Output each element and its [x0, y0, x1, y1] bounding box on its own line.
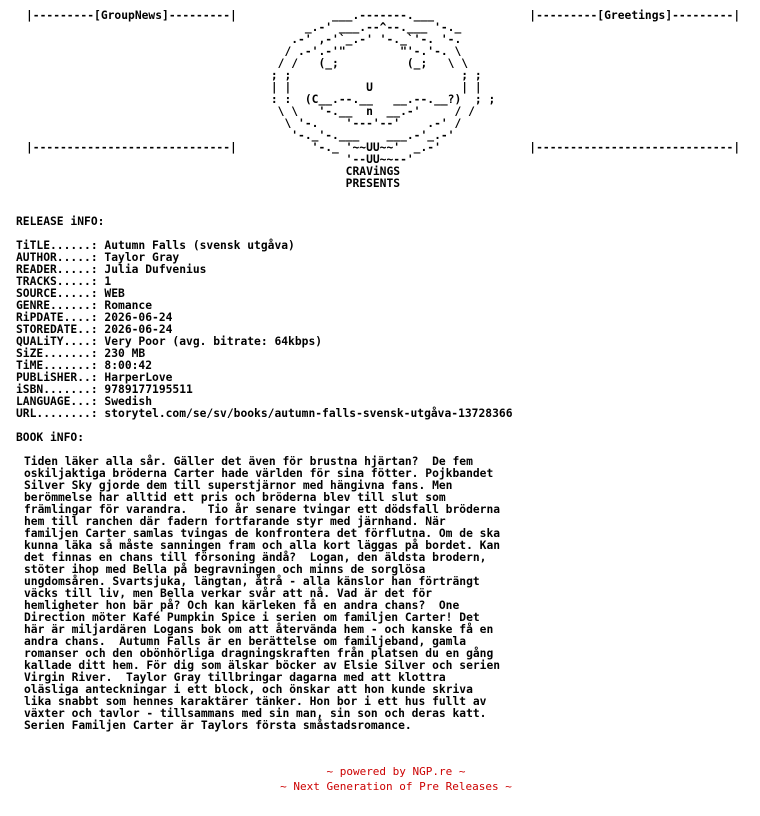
footer-tagline: ~ Next Generation of Pre Releases ~	[280, 780, 512, 793]
release-info-block: RELEASE iNFO: TiTLE......: Autumn Falls (svensk utgåva) AUTHOR.....: Taylor Gray READER.....: Julia Dufvenius TRACKS.....: 1 SOURCE.....: WEB GENRE......: Romance RiPDATE....: 2026-06-24 STOREDATE..: 2026-06-24 QUALiTY....: Very Poor (avg. bitrate: 64kbps) SiZE.......: 230 MB TiME.......: 8:00:42 PUBLiSHER..: HarperLove iSBN.......: 9789177195511 LANGUAGE...: Swedish URL........: storytel.com/se/sv/books/autumn-falls-svensk-utgåva-13728366	[16, 215, 513, 420]
header-ascii-art: |---------[GroupNews]---------| ___.-------.___ |---------[Greetings]---------| _.-' ___.--^--.___ '-._ .-' ,-'`_.-' '-._`'-. '-. / .-'.-'" "'-.'-. \ / / (_; (_; \ \ ; ; ; ; | | U | | : : (C__.--.__ __.--.__?) ; ; \ \ '-.__ n __.-' / / \ '-. '---'--' .-' / '-._'-.___ ___.-'_.-' |-----------------------------| '-._ '~~UU~~' _.-' |-----------------------------| '--UU~~--' CRAViNGS PRESENTS	[26, 9, 741, 190]
book-info-text: Tiden läker alla sår. Gäller det även för brustna hjärtan? De fem oskiljaktiga bröderna Carter hade världen för sina fötter. Pojkbandet Silver Sky gjorde dem till superstjärnor med hängivna fans. Men berömmelse har alltid ett pris och bröderna blev till slut som främlingar för varandra. Tio år senare tvingar ett dödsfall bröderna hem till ranchen där fadern fortfarande styr med järnhand. När familjen Carter samlas tvingas de konfrontera det förflutna. Om de ska kunna läka så måste sanningen fram och alla kort läggas på bordet. Kan det finnas en chans till försoning ändå? Logan, den äldsta brodern, stöter ihop med Bella på begravningen och minns de sorglösa ungdomsåren. Svartsjuka, längtan, åtrå - alla känslor han förträngt väcks till liv, men Bella verkar svår att nå. Vad är det för hemligheter hon bär på? Och kan kärleken få en andra chans? One Direction möter Kafé Pumpkin Spice i serien om familjen Carter! Det här är miljardären Logans bok om att återvända hem - och kanske få en andra chans. Autumn Falls är en berättelse om familjeband, gamla romanser och den obönhörliga dragningskraften från platsen du en gång kallade ditt hem. För dig som älskar böcker av Elsie Silver och serien Virgin River. Taylor Gray tillbringar dagarna med att klottra oläsliga anteckningar i ett block, och önskar att hon kunde skriva lika snabbt som hennes karaktärer tänker. Hon bor i ett hus fullt av växter och tavlor - tillsammans med sin man, sin son och deras katt. Serien Familjen Carter är Taylors första småstadsromance.	[24, 455, 501, 732]
footer-powered-by: ~ powered by NGP.re ~	[326, 765, 466, 778]
book-info-heading: BOOK iNFO:	[16, 431, 85, 444]
